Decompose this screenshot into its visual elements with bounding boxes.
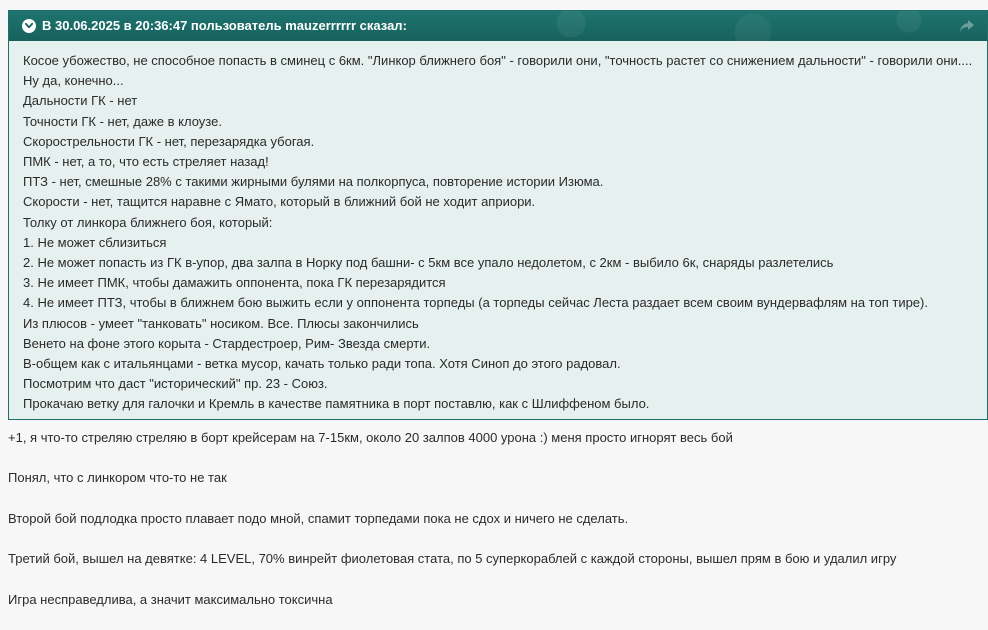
- quote-line: Точности ГК - нет, даже в клоузе.: [23, 113, 222, 129]
- quote-line: Дальности ГК - нет: [23, 93, 138, 109]
- reply-paragraph: Понял, что с линкором что-то не так: [8, 470, 227, 486]
- reply-paragraph: +1, я что-то стреляю стреляю в борт крейсерам на 7-15км, около 20 залпов 4000 урона :) меня просто игнорят весь бой: [8, 430, 733, 445]
- quote-citation: В 30.06.2025 в 20:36:47 пользователь mauzerrrrrr сказал:: [42, 18, 407, 33]
- quote-line: Косое убожество, не способное попасть в сминец с 6км. "Линкор ближнего боя" - говорили они, "точность растет со снижением дальности" - говорили они.... Ну да, конечно...: [23, 53, 973, 89]
- quote-line: В-общем как с итальянцами - ветка мусор, качать только ради топа. Хотя Синоп до этого радовал.: [23, 356, 621, 372]
- quote-block: [8, 10, 988, 420]
- reply-body: [8, 428, 983, 630]
- quote-line: Венето на фоне этого корыта - Стардестроер, Рим- Звезда смерти.: [23, 335, 431, 351]
- quote-line: 3. Не имеет ПМК, чтобы дамажить оппонента, пока ГК перезарядится: [23, 275, 446, 291]
- reply-paragraph: Третий бой, вышел на девятке: 4 LEVEL, 70% винрейт фиолетовая стата, по 5 суперкораблей с каждой стороны, вышел прям в бою и удалил игру: [8, 551, 897, 567]
- quote-line: 1. Не может сблизиться: [23, 234, 167, 250]
- quote-line: Прокачаю ветку для галочки и Кремль в качестве памятника в порт поставлю, как с Шлиффеном было.: [23, 396, 650, 412]
- chevron-down-circle-icon[interactable]: [22, 19, 36, 33]
- quote-line: Посмотрим что даст "исторический" пр. 23 - Союз.: [23, 376, 328, 392]
- quote-line: Скорости - нет, тащится наравне с Ямато, который в ближний бой не ходит априори.: [23, 194, 536, 210]
- quote-line: Из плюсов - умеет "танковать" носиком. Все. Плюсы закончились: [23, 315, 419, 331]
- quote-line: Толку от линкора ближнего боя, который:: [23, 214, 273, 230]
- quote-line: 4. Не имеет ПТЗ, чтобы в ближнем бою выжить если у оппонента торпеды (а торпеды сейчас Леста раздает всем своим вундервафлям на топ тире).: [23, 295, 928, 311]
- quote-header[interactable]: [9, 11, 987, 41]
- header-pattern: [467, 11, 987, 41]
- quote-line: 2. Не может попасть из ГК в-упор, два залпа в Норку под башни- с 5км все упало недолетом, с 2км - выбило 6к, снаряды разлетелись: [23, 255, 834, 271]
- share-arrow-icon[interactable]: [959, 18, 975, 34]
- quote-line: ПТЗ - нет, смешные 28% с такими жирными булями на полкорпуса, повторение истории Изюма.: [23, 174, 604, 190]
- quote-line: Скорострельности ГК - нет, перезарядка убогая.: [23, 133, 315, 149]
- quote-body: [23, 51, 978, 415]
- reply-paragraph: Игра несправедлива, а значит максимально токсична: [8, 591, 333, 607]
- reply-paragraph: Второй бой подлодка просто плавает подо мной, спамит торпедами пока не сдох и ничего не сделать.: [8, 510, 629, 526]
- quote-line: ПМК - нет, а то, что есть стреляет назад!: [23, 154, 269, 170]
